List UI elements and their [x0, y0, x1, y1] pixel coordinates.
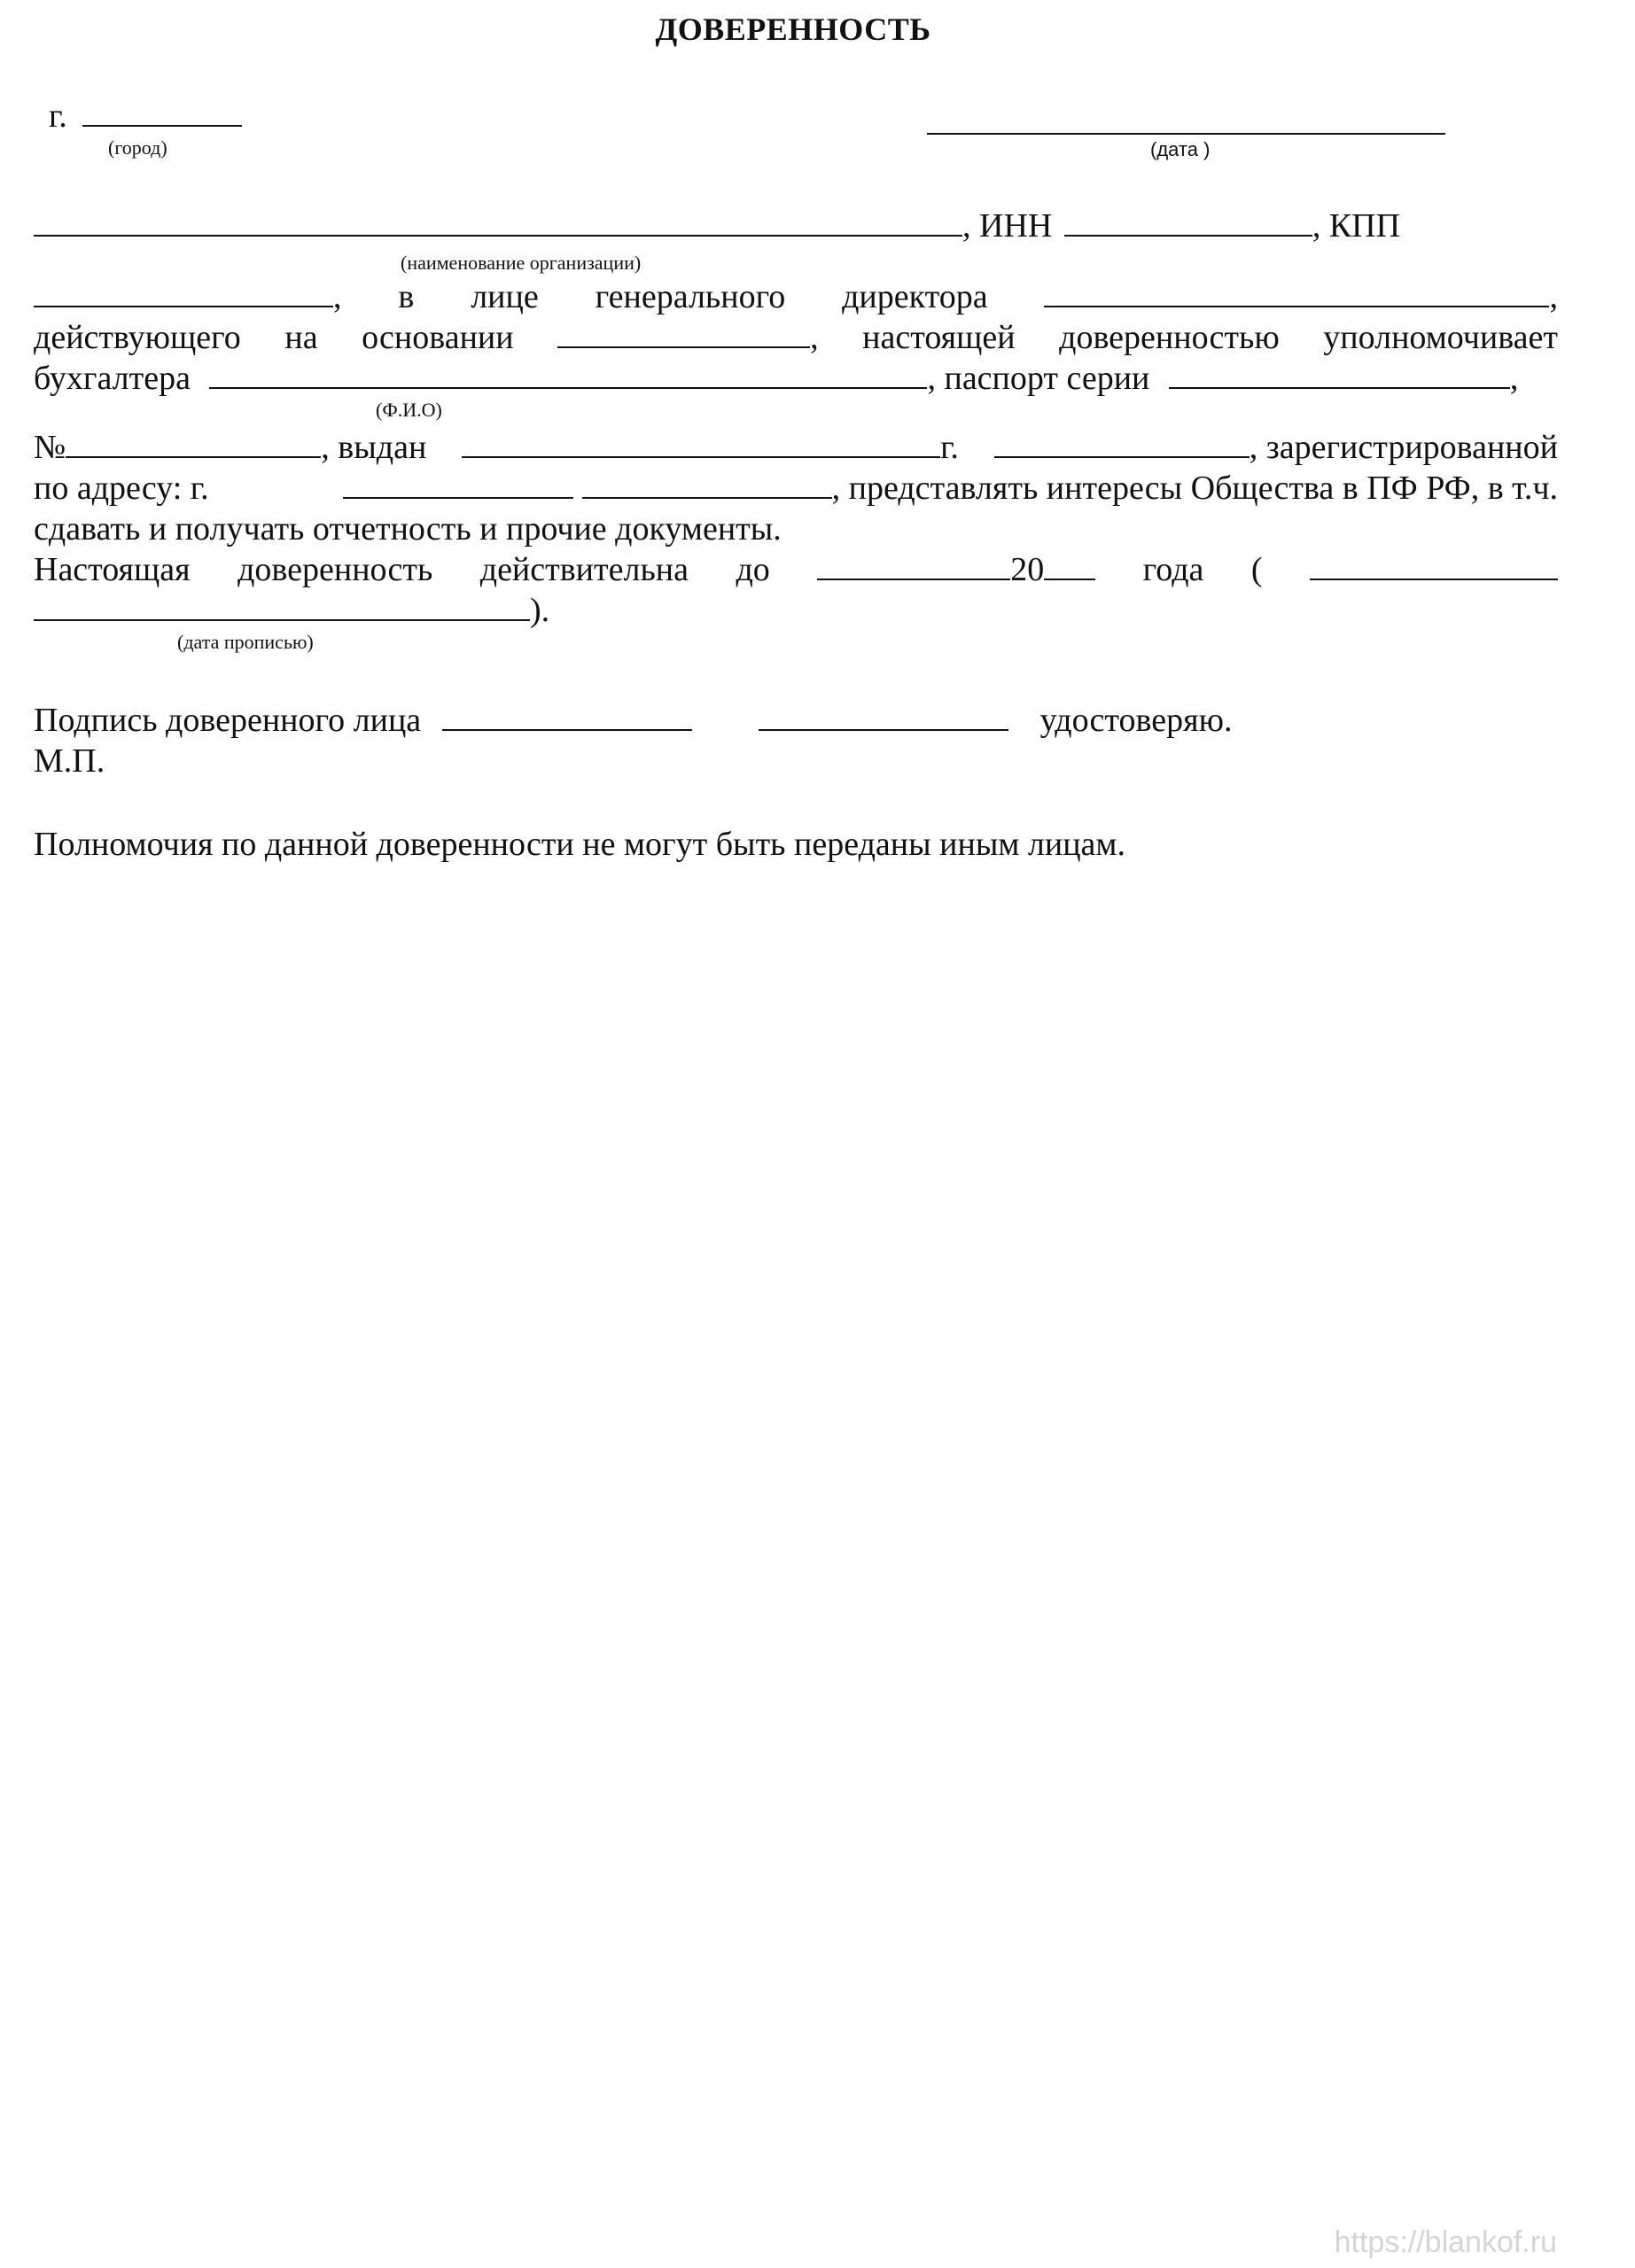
word-year: года — [1142, 551, 1204, 588]
city-hint: (город) — [108, 136, 167, 159]
document-title: ДОВЕРЕННОСТЬ — [655, 12, 931, 47]
number-sign: № — [34, 429, 66, 466]
date-words-hint: (дата прописью) — [177, 631, 314, 653]
word-authorizes: уполномочивает — [1323, 319, 1558, 356]
date-words-blank-1[interactable] — [1310, 552, 1558, 580]
accountant-label: бухгалтера — [34, 360, 191, 397]
date-hint: (дата ) — [1150, 138, 1211, 160]
watermark-link[interactable]: https://blankof.ru — [1334, 2225, 1557, 2259]
certify-label: удостоверяю. — [1039, 702, 1233, 739]
address-street-blank[interactable] — [582, 470, 832, 499]
signature-label: Подпись доверенного лица — [34, 702, 422, 739]
open-paren: ( — [1250, 551, 1263, 588]
date-words-blank-2[interactable] — [34, 593, 530, 621]
address-line — [34, 468, 1558, 509]
word-director: директора — [842, 278, 988, 315]
word-power-of-attorney: доверенность — [237, 551, 433, 588]
year-prefix: 20 — [1010, 551, 1045, 588]
date-words-line — [34, 590, 549, 631]
word-general: генерального — [595, 278, 786, 315]
city-prefix: г. — [49, 97, 67, 135]
valid-until-day-blank[interactable] — [817, 552, 1010, 580]
represent-text: , представлять интересы Общества в ПФ РФ, в т.ч. — [831, 470, 1558, 507]
word-power: доверенностью — [1059, 319, 1280, 356]
date-line — [927, 106, 1445, 139]
word-present: настоящей — [862, 319, 1016, 356]
city-blank[interactable] — [82, 98, 242, 127]
city-line — [49, 96, 242, 136]
date-blank[interactable] — [927, 106, 1445, 135]
comma: , — [810, 319, 819, 356]
org-short-blank[interactable] — [34, 279, 333, 307]
basis-line — [34, 317, 1558, 358]
passport-label: , паспорт серии — [927, 360, 1150, 397]
accountant-line — [34, 358, 1518, 399]
close-paren: ). — [530, 592, 550, 629]
word-litse: лице — [471, 278, 539, 315]
org-name-blank[interactable] — [34, 208, 962, 237]
issued-by-blank[interactable] — [462, 430, 940, 458]
word-na: на — [284, 319, 318, 356]
passport-series-blank[interactable] — [1169, 361, 1510, 389]
director-name-blank[interactable] — [1044, 279, 1549, 307]
signature-blank[interactable] — [442, 703, 692, 731]
org-hint: (наименование организации) — [401, 252, 642, 274]
word-valid: действительна — [479, 551, 689, 588]
inn-label: , ИНН — [962, 207, 1053, 245]
passport-line — [34, 427, 1558, 468]
certifier-signature-blank[interactable] — [759, 703, 1008, 731]
signature-line — [34, 700, 1232, 741]
comma: , — [333, 278, 342, 315]
stamp-label: М.П. — [34, 742, 105, 780]
word-this: Настоящая — [34, 551, 191, 588]
valid-until-year-blank[interactable] — [1044, 552, 1095, 580]
word-v: в — [398, 278, 415, 315]
address-label: по адресу: г. — [34, 470, 209, 507]
director-line — [34, 276, 1558, 317]
registered-label: , зарегистрированной — [1249, 429, 1558, 466]
issued-label: , выдан — [321, 429, 427, 466]
passport-number-blank[interactable] — [66, 430, 321, 458]
fio-blank[interactable] — [209, 361, 927, 389]
org-line — [34, 206, 1400, 246]
word-acting: действующего — [34, 319, 241, 356]
address-city-blank[interactable] — [343, 470, 573, 499]
year-g: г. — [940, 429, 959, 466]
inn-blank[interactable] — [1064, 208, 1312, 237]
comma: , — [1509, 360, 1519, 397]
kpp-label: , КПП — [1312, 207, 1401, 245]
validity-line — [34, 549, 1558, 590]
note-text: Полномочия по данной доверенности не могут быть переданы иным лицам. — [34, 826, 1125, 863]
issue-date-blank[interactable] — [994, 430, 1250, 458]
basis-blank[interactable] — [557, 320, 810, 348]
fio-hint: (Ф.И.О) — [376, 399, 442, 421]
comma: , — [1549, 278, 1558, 315]
word-basis: основании — [362, 319, 514, 356]
reporting-line: сдавать и получать отчетность и прочие документы. — [34, 510, 782, 548]
word-until: до — [736, 551, 770, 588]
